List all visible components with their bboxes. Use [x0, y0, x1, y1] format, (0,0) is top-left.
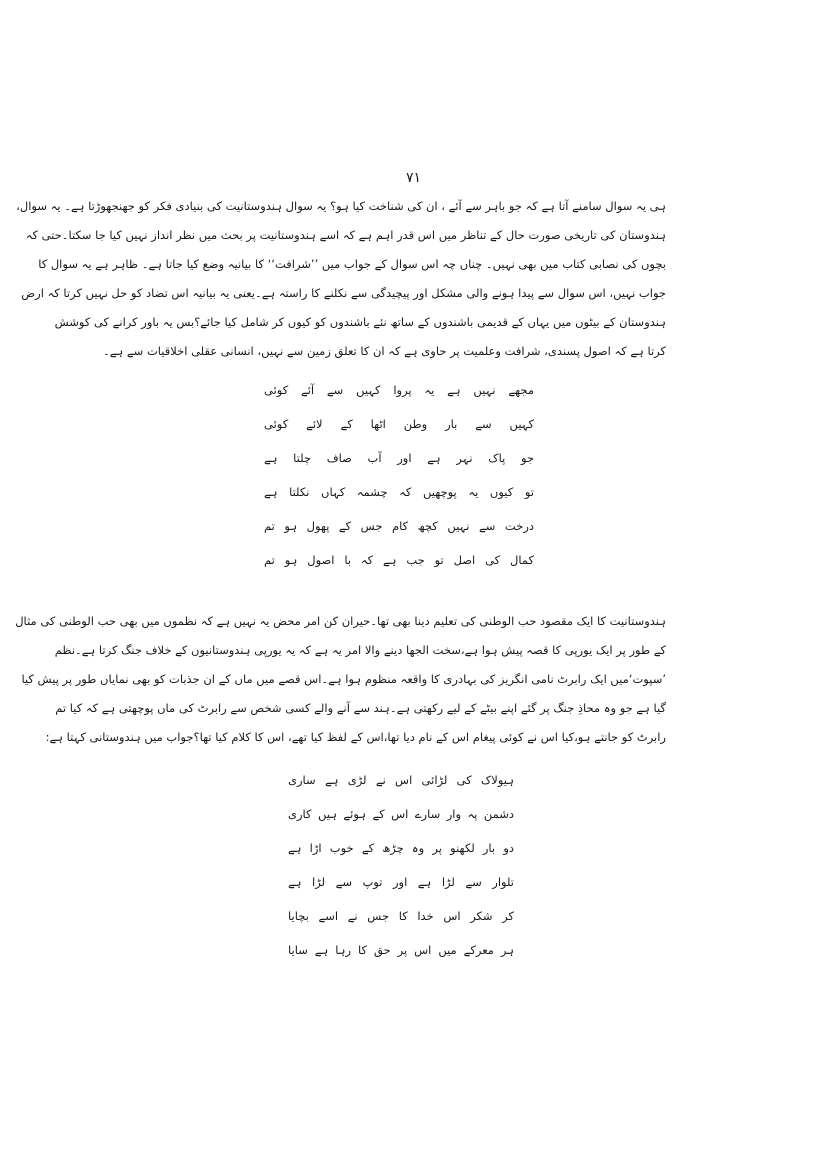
verse-line: دو بار لکھنو پر وہ چڑھ کے خوب اڑا ہے: [288, 841, 514, 855]
verse-line: دشمن پہ وار سارے اس کے ہوئے ہیں کاری: [288, 807, 514, 821]
verse-line: ہر معرکے میں اس پر حق کا رہا ہے سایا: [288, 943, 514, 957]
text-line: ہی یہ سوال سامنے آتا ہے کہ جو باہر سے آئے ، ان کی شناخت کیا ہو؟ یہ سوال ہندوستانیت کی بنیادی فکر کو جھنجھوڑتا ہے۔ یہ سوال،: [16, 199, 666, 213]
verse-line: درخت سے نہیں کچھ کام جس کے پھول ہو تم: [264, 519, 534, 533]
text-line: ہندوستان کے بیٹوں میں یہاں کے قدیمی باشندوں کے ساتھ نئے باشندوں کو کیوں کر شامل کیا جائے؟بس یہ باور کرانے کی کوشش: [54, 315, 666, 329]
verse-line: تو کیوں یہ پوچھیں کہ چشمہ کہاں نکلتا ہے: [264, 485, 534, 499]
text-line: کرتا ہے کہ اصول پسندی، شرافت وعلمیت پر حاوی ہے کہ ان کا تعلق زمین سے نہیں، انسانی عقلی اخلاقیات سے ہے۔: [103, 344, 666, 358]
text-line: ’سپوت‘میں ایک رابرٹ نامی انگریز کی بہادری کا واقعہ منظوم ہوا ہے۔اس قصے میں ماں کے ان جذبات کو بھی نمایاں طور پر پیش کیا: [21, 672, 666, 686]
paragraph-1: [16, 192, 666, 366]
verse-line: کہیں سے بار وطن اٹھا کے لائے کوئی: [264, 417, 534, 431]
verse-line: کمال کی اصل تو جب ہے کہ با اصول ہو تم: [264, 553, 534, 567]
text-line: ہندوستان کی تاریخی صورت حال کے تناظر میں اس قدر اہم ہے کہ اسے ہندوستانیت پر بحث میں نظر انداز نہیں کیا جا سکتا۔حتی کہ: [25, 228, 666, 242]
text-line: ہندوستانیت کا ایک مقصود حب الوطنی کی تعلیم دینا بھی تھا۔حیران کن امر محض یہ نہیں ہے کہ نظموں میں بھی حب الوطنی کی مثال: [15, 614, 666, 628]
verse-line: کر شکر اس خدا کا جس نے اسے بچایا: [288, 909, 514, 923]
verse-line: جو پاک نہر ہے اور آب صاف چلتا ہے: [264, 451, 534, 465]
paragraph-2: [15, 607, 666, 752]
verse-line: تلوار سے لڑا ہے اور توپ سے لڑا ہے: [288, 875, 514, 889]
text-line: کے طور پر ایک یورپی کا قصہ پیش ہوا ہے،سخت الجھا دینے والا امر یہ ہے کہ یہ یورپی ہندوستانیوں کے خلاف جنگ کرتا ہے۔نظم: [54, 643, 666, 657]
verse-line: ہیولاک کی لڑائی اس نے لڑی ہے ساری: [288, 773, 514, 787]
page-number: ۷۱: [405, 170, 422, 186]
poem-excerpt-2: [288, 763, 514, 967]
text-line: گیا ہے جو وہ محاذِ جنگ پر گئے اپنے بیٹے کے لیے رکھتی ہے۔ہند سے آنے والے کسی شخص سے رابرٹ کی ماں پوچھتی ہے کہ کیا تم: [55, 701, 666, 715]
text-line: رابرٹ کو جانتے ہو،کیا اس نے کوئی پیغام اس کے نام دیا تھا،اس کے لفظ کیا تھے، اس کا کلام کیا تھا؟جواب میں ہندوستانی کہتا ہے:: [45, 730, 666, 744]
text-line: جواب نہیں، اس سوال سے پیدا ہونے والی مشکل اور پیچیدگی سے نکلنے کا راستہ ہے۔یعنی یہ بیانیہ اس تضاد کو حل نہیں کرتا کہ ارض: [21, 286, 666, 300]
text-line: بچوں کی نصابی کتاب میں بھی نہیں۔ چناں چہ اس سوال کے جواب میں ’’شرافت‘‘ کا بیانیہ وضع کیا جاتا ہے۔ ظاہر ہے یہ سوال کا: [38, 257, 666, 271]
poem-excerpt-1: [264, 373, 534, 577]
verse-line: مجھے نہیں ہے یہ پروا کہیں سے آئے کوئی: [264, 383, 534, 397]
